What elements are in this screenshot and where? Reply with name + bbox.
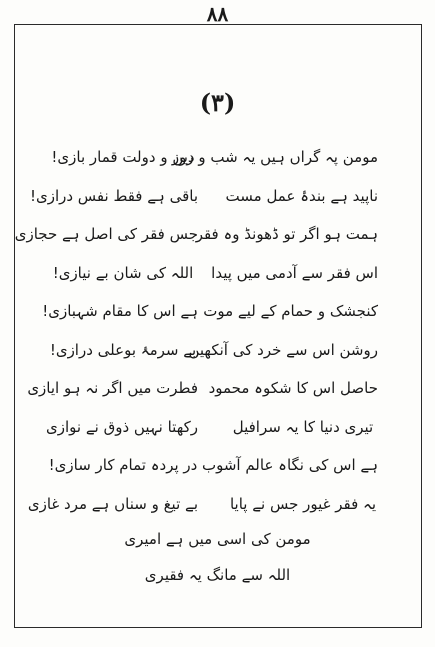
hemistich-first: مومن پہ گراں ہیں یہ شب و روز: [171, 148, 378, 167]
hemistich-second: دین و دولت قمار بازی!: [51, 148, 195, 167]
hemistich-second: بے تیغ و سناں ہے مرد غازی: [27, 494, 198, 513]
couplet: [29, 177, 378, 216]
page-number: ۸۸: [206, 2, 229, 26]
verses: [14, 138, 378, 523]
hemistich-second: در پردہ تمام کار سازی!: [48, 456, 198, 475]
section-number: (۳): [199, 88, 236, 117]
hemistich-second: فطرت میں اگر نہ ہو ایازی: [27, 379, 198, 398]
hemistich-second: جس فقر کی اصل ہے حجازی: [14, 225, 198, 244]
hemistich-first: ناپید ہے بندۂ عمل مست: [225, 186, 378, 205]
couplet: [48, 446, 378, 485]
hemistich-second: ہے اس کا مقام شہبازی!: [42, 302, 198, 321]
hemistich-first: اس فقر سے آدمی میں پیدا: [211, 263, 378, 282]
closing-line-1: مومن کی اسی میں ہے امیری: [124, 530, 311, 548]
couplet: [14, 215, 378, 254]
hemistich-second: بے سرمۂ بوعلی درازی!: [49, 340, 197, 359]
hemistich-first: ہمت ہو اگر تو ڈھونڈ وہ فقر: [195, 225, 378, 244]
hemistich-second: باقی ہے فقط نفس درازی!: [29, 186, 198, 205]
couplet: [42, 292, 378, 331]
couplet: [27, 369, 378, 408]
couplet: [27, 485, 378, 524]
hemistich-second: رکھتا نہیں ذوق نے نوازی: [46, 417, 198, 436]
couplet: [48, 408, 378, 447]
couplet: [48, 254, 378, 293]
hemistich-first: تیری دنیا کا یہ سرافیل: [232, 417, 374, 436]
hemistich-first: کنجشک و حمام کے لیے موت: [203, 302, 378, 321]
hemistich-first: یہ فقر غیور جس نے پایا: [229, 494, 377, 513]
hemistich-first: حاصل اس کا شکوہ محمود: [208, 379, 378, 398]
closing-line-2: اللہ سے مانگ یہ فقیری: [144, 566, 291, 584]
hemistich-second: اللہ کی شان بے نیازی!: [52, 263, 194, 282]
couplet: [48, 331, 378, 370]
couplet: [48, 138, 378, 177]
hemistich-first: روشن اس سے خرد کی آنکھیں: [188, 340, 378, 359]
hemistich-first: ہے اس کی نگاہ عالم آشوب: [201, 456, 378, 475]
